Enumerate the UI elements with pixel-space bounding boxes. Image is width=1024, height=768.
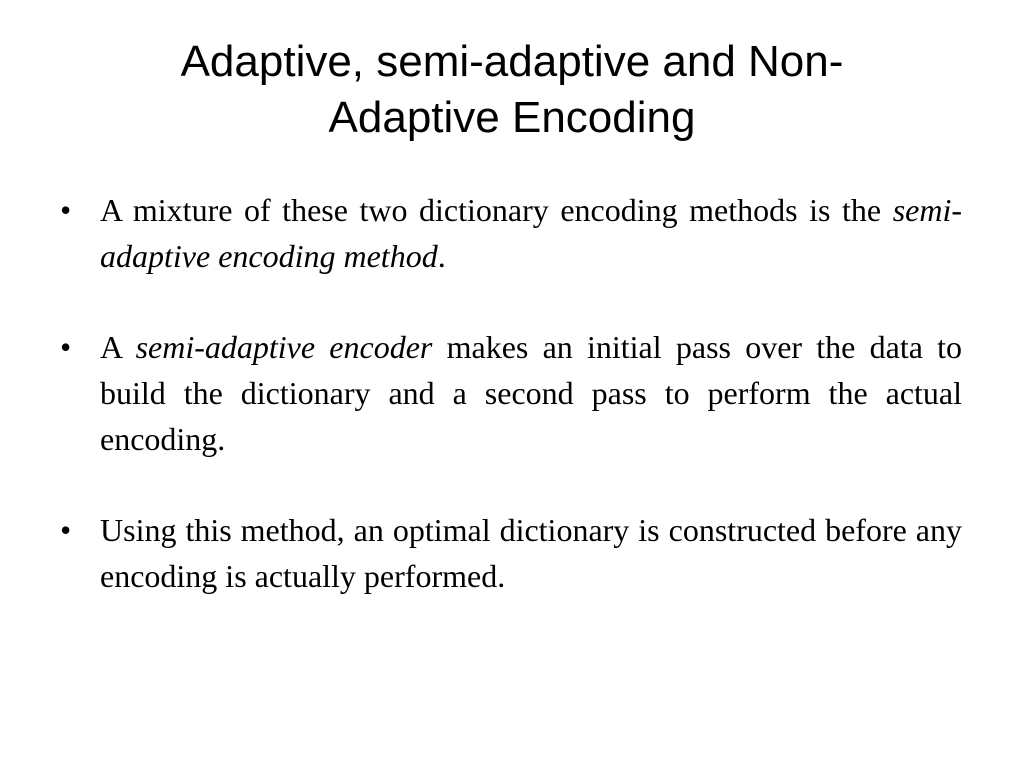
bullet-text: Using this method, an optimal dictionary is constructed before any encoding is actually performed. (100, 512, 962, 594)
bullet-item (60, 187, 962, 279)
bullet-dot-icon: • (60, 329, 72, 365)
slide-title-line-1: Adaptive, semi-adaptive and Non- (180, 37, 844, 86)
bullet-text-end: . (437, 238, 446, 274)
bullet-list (60, 187, 962, 599)
bullet-item (60, 507, 962, 599)
bullet-item (60, 324, 962, 462)
bullet-text: A mixture of these two dictionary encoding methods is the (100, 192, 893, 228)
bullet-text: A (100, 329, 136, 365)
bullet-dot-icon: • (60, 512, 72, 548)
slide-title-line-2: Adaptive Encoding (328, 93, 696, 142)
bullet-emphasis: semi-adaptive encoder (135, 329, 433, 365)
bullet-emphasis: semi-adaptive encoding method (100, 192, 962, 274)
bullet-dot-icon: • (60, 192, 72, 228)
bullet-text-end: makes an initial pass over the data to build the dictionary and a second pass to perform the actual encoding. (100, 329, 963, 457)
slide-title (60, 34, 964, 146)
